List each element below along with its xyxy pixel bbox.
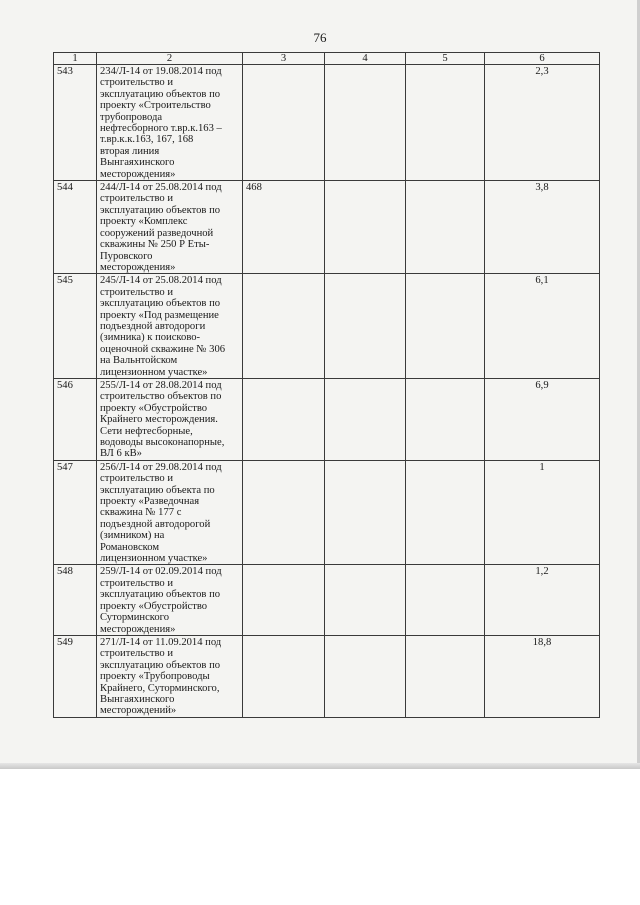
table-row xyxy=(54,460,600,565)
row-col5 xyxy=(406,274,485,379)
row-description: 245/Л-14 от 25.08.2014 под строительство и эксплуатацию объектов по проекту «Под размещение подъездной автодороги (зимника) к поисково- оценочной скважине № 306 на Вальнтойском лицензионном участке» xyxy=(97,274,243,379)
page-number: 76 xyxy=(313,30,327,45)
table-header-row xyxy=(54,53,600,65)
row-col6: 6,9 xyxy=(485,378,600,460)
row-col4 xyxy=(325,65,406,181)
row-col5 xyxy=(406,635,485,717)
row-col4 xyxy=(325,565,406,635)
column-header-4: 4 xyxy=(325,53,406,65)
table-row xyxy=(54,181,600,274)
table-row xyxy=(54,565,600,635)
row-number: 543 xyxy=(54,65,97,181)
row-description: 271/Л-14 от 11.09.2014 под строительство и эксплуатацию объектов по проекту «Трубопроводы Крайнего, Суторминского, Вынгаяхинского месторождений» xyxy=(97,635,243,717)
row-description: 256/Л-14 от 29.08.2014 под строительство и эксплуатацию объекта по проекту «Разведочная скважина № 177 с подъездной автодорогой (зимником) на Романовском лицензионном участке» xyxy=(97,460,243,565)
row-col5 xyxy=(406,378,485,460)
column-header-5: 5 xyxy=(406,53,485,65)
row-number: 547 xyxy=(54,460,97,565)
row-number: 544 xyxy=(54,181,97,274)
table-row xyxy=(54,274,600,379)
table-row xyxy=(54,635,600,717)
row-col3 xyxy=(243,635,325,717)
table-row xyxy=(54,65,600,181)
row-col5 xyxy=(406,65,485,181)
row-col6: 6,1 xyxy=(485,274,600,379)
row-description: 234/Л-14 от 19.08.2014 под строительство и эксплуатацию объектов по проекту «Строительство трубопровода нефтесборного т.вр.к.163 – т.вр.к.к.163, 167, 168 вторая линия Вынгаяхинского месторождения» xyxy=(97,65,243,181)
row-col4 xyxy=(325,181,406,274)
row-col6: 3,8 xyxy=(485,181,600,274)
row-number: 549 xyxy=(54,635,97,717)
column-header-2: 2 xyxy=(97,53,243,65)
row-col3 xyxy=(243,274,325,379)
row-col6: 18,8 xyxy=(485,635,600,717)
row-description: 255/Л-14 от 28.08.2014 под строительство объектов по проекту «Обустройство Крайнего месторождения. Сети нефтесборные, водоводы высоконапорные, ВЛ 6 кВ» xyxy=(97,378,243,460)
row-description: 259/Л-14 от 02.09.2014 под строительство и эксплуатацию объектов по проекту «Обустройство Суторминского месторождения» xyxy=(97,565,243,635)
row-col5 xyxy=(406,181,485,274)
row-col5 xyxy=(406,565,485,635)
row-col3 xyxy=(243,460,325,565)
row-col3 xyxy=(243,565,325,635)
row-col3: 468 xyxy=(243,181,325,274)
row-col6: 1,2 xyxy=(485,565,600,635)
column-header-6: 6 xyxy=(485,53,600,65)
row-col6: 2,3 xyxy=(485,65,600,181)
row-number: 548 xyxy=(54,565,97,635)
document-table xyxy=(53,52,600,718)
table-row xyxy=(54,378,600,460)
row-col6: 1 xyxy=(485,460,600,565)
row-col5 xyxy=(406,460,485,565)
row-col4 xyxy=(325,274,406,379)
row-number: 545 xyxy=(54,274,97,379)
column-header-1: 1 xyxy=(54,53,97,65)
scan-bottom-edge xyxy=(0,763,640,769)
row-col3 xyxy=(243,65,325,181)
row-col4 xyxy=(325,460,406,565)
row-col3 xyxy=(243,378,325,460)
column-header-3: 3 xyxy=(243,53,325,65)
row-col4 xyxy=(325,635,406,717)
row-number: 546 xyxy=(54,378,97,460)
row-description: 244/Л-14 от 25.08.2014 под строительство и эксплуатацию объектов по проекту «Комплекс сооружений разведочной скважины № 250 Р Еты- Пуровского месторождения» xyxy=(97,181,243,274)
row-col4 xyxy=(325,378,406,460)
